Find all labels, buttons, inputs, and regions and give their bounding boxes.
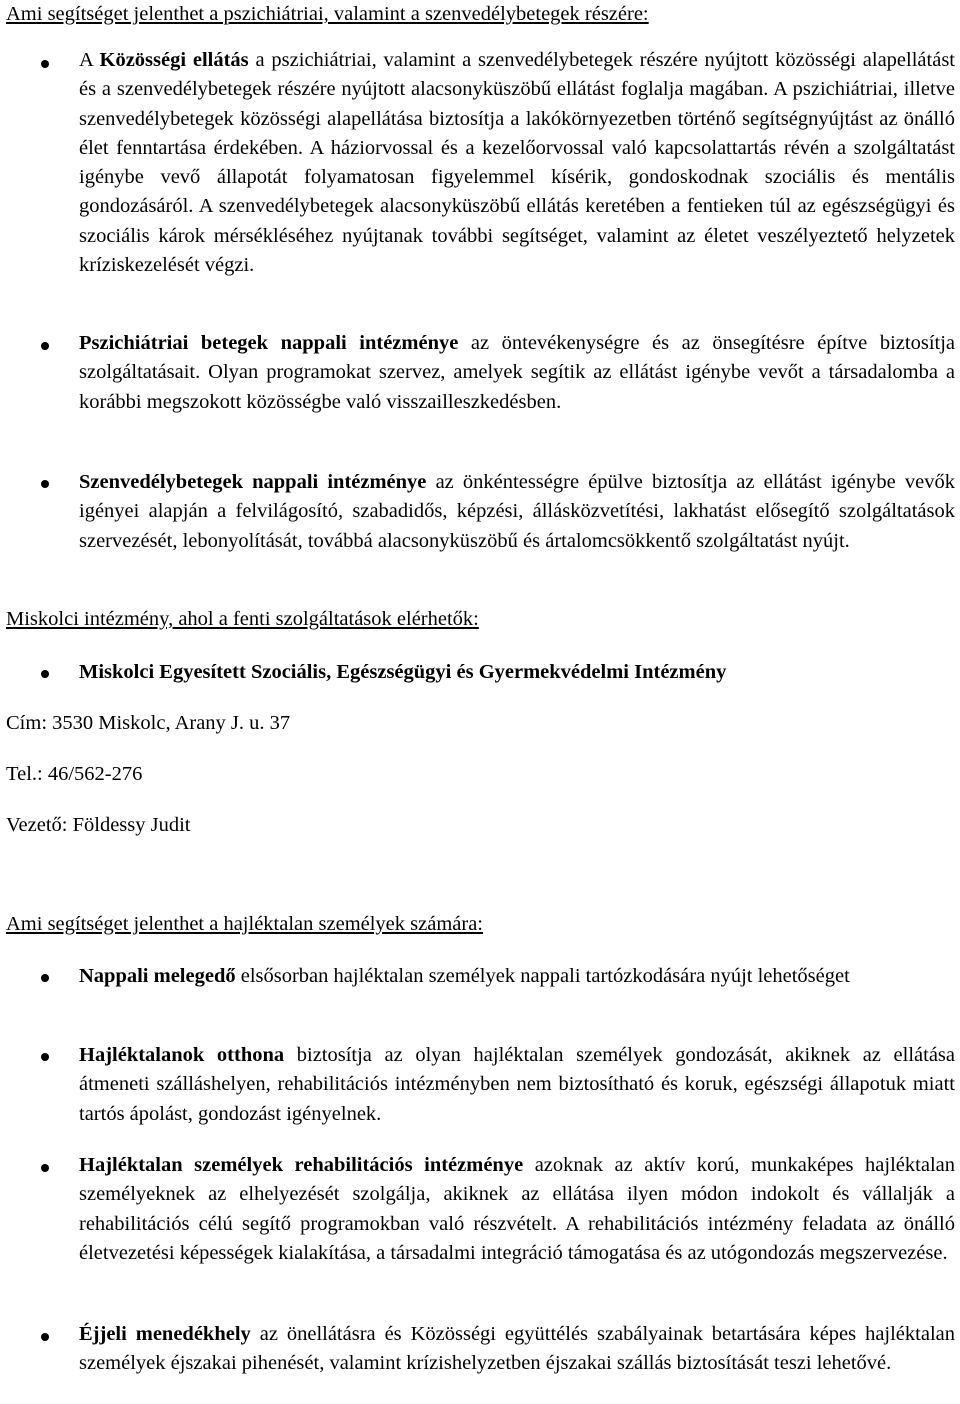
bullet-icon	[41, 342, 49, 350]
bullet-icon	[41, 974, 49, 982]
bullet-icon	[41, 480, 49, 488]
item-title: Hajléktalan személyek rehabilitációs intézménye	[79, 1154, 524, 1176]
item-title: Közösségi ellátás	[99, 49, 249, 71]
item-description: elsősorban hajléktalan személyek nappali tartózkodására nyújt lehetőséget	[235, 965, 850, 987]
item-prefix: A	[79, 49, 100, 71]
bullet-icon	[41, 60, 49, 68]
institution-director: Vezető: Földessy Judit	[6, 814, 191, 836]
section-heading-homeless: Ami segítséget jelenthet a hajléktalan személyek számára:	[6, 913, 483, 935]
section-heading-psychiatric: Ami segítséget jelenthet a pszichiátriai, valamint a szenvedélybetegek részére:	[6, 3, 649, 25]
item-title: Nappali melegedő	[79, 965, 236, 987]
item-description: az önellátásra és Közösségi együttélés szabályainak betartására képes hajléktalan személyek éjszakai pihenését, valamint krízishelyzetben éjszakai szállás biztosítását teszi lehetővé.	[79, 1323, 955, 1375]
institution-name: Miskolci Egyesített Szociális, Egészségügyi és Gyermekvédelmi Intézmény	[79, 661, 727, 683]
item-title: Szenvedélybetegek nappali intézménye	[79, 471, 427, 493]
list-item-night-shelter	[79, 1320, 955, 1379]
institution-heading: Miskolci intézmény, ahol a fenti szolgáltatások elérhetők:	[6, 608, 479, 630]
bullet-icon	[41, 1333, 49, 1341]
bullet-icon	[41, 1053, 49, 1061]
bullet-icon	[41, 1164, 49, 1172]
item-description: az öntevékenységre és az önsegítésre építve biztosítja szolgáltatásait. Olyan programokat szervez, amelyek segítik az ellátást igénybe vevőt a társadalomba a korábbi megszokott közösségbe való visszailleszkedésben.	[79, 332, 956, 413]
list-item-addict-day-institution	[79, 468, 955, 556]
list-item-homeless-home	[79, 1041, 955, 1129]
list-item-psychiatric-day-institution	[79, 329, 955, 417]
list-item-community-care	[79, 46, 955, 280]
item-description: biztosítja az olyan hajléktalan személyek gondozását, akiknek az ellátása átmeneti szálláshelyen, rehabilitációs intézményben nem biztosítható és koruk, egészségi állapotuk miatt tartós ápolást, gondozást igényelnek.	[79, 1044, 955, 1125]
bullet-icon	[41, 670, 49, 678]
list-item-day-shelter	[79, 962, 955, 991]
item-title: Pszichiátriai betegek nappali intézménye	[79, 332, 459, 354]
institution-address: Cím: 3530 Miskolc, Arany J. u. 37	[6, 712, 291, 734]
institution-phone: Tel.: 46/562-276	[6, 763, 143, 785]
list-item-rehabilitation-institution	[79, 1151, 955, 1268]
item-description: a pszichiátriai, valamint a szenvedélybetegek részére nyújtott közösségi alapellátást és a szenvedélybetegek részére nyújtott alacsonyküszöbű ellátást foglalja magában. A pszichiátriai, illetve szenvedélybetegek közösségi alapellátása biztosítja a lakókörnyezetben történő segítségnyújtást az önálló élet fenntartása érdekében. A háziorvossal és a kezelőorvossal való kapcsolattartás révén a szolgáltatást igénybe vevő állapotát folyamatosan figyelemmel kísérik, gondoskodnak szociális és mentális gondozásáról. A szenvedélybetegek alacsonyküszöbű ellátás keretében a fentieken túl az egészségügyi és szociális károk mérsékléséhez nyújtanak további segítséget, valamint az életet veszélyeztető helyzetek kríziskezelését végzi.	[79, 49, 955, 277]
item-title: Éjjeli menedékhely	[79, 1323, 251, 1345]
item-description: az önkéntességre épülve biztosítja az ellátást igénybe vevők igényei alapján a felvilágosító, szabadidős, képzési, állásközvetítési, lakhatást elősegítő szolgáltatások szervezését, lebonyolítását, továbbá alacsonyküszöbű és ártalomcsökkentő szolgáltatást nyújt.	[79, 471, 955, 552]
item-title: Hajléktalanok otthona	[79, 1044, 285, 1066]
item-description: azoknak az aktív korú, munkaképes hajléktalan személyeknek az elhelyezését szolgálja, akiknek az ellátása ilyen módon indokolt és vállalják a rehabilitációs célú segítő programokban való részvételt. A rehabilitációs intézmény feladata az önálló életvezetési képességek kialakítása, a társadalmi integráció támogatása és az utógondozás megszervezése.	[79, 1154, 955, 1264]
